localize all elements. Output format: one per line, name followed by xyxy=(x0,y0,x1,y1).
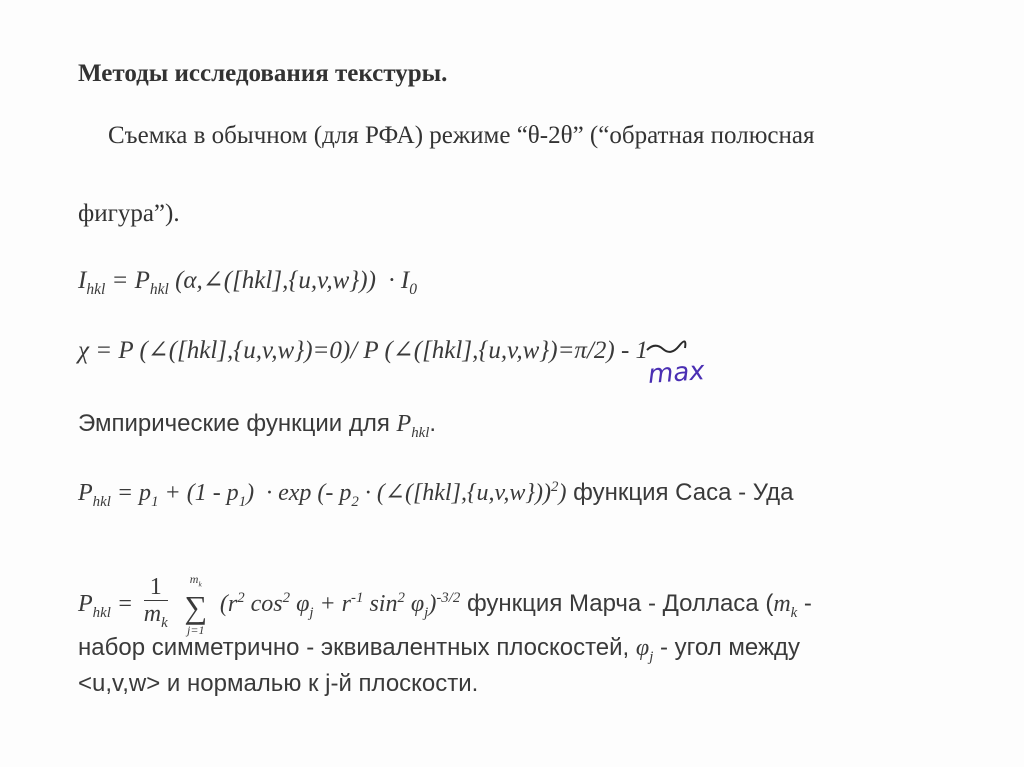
paragraph-line-1: Съемка в обычном (для РФА) режиме “θ-2θ” (“обратная полюсная xyxy=(108,122,815,149)
empirical-functions-label: Эмпирические функции для $P_{hkl}$. xyxy=(78,410,437,441)
description-line-2: <u,v,w> и нормалью к j-й плоскости. xyxy=(78,670,479,697)
formula-chi: χ = P (∠([hkl],{u,v,w})=0)/ P (∠([hkl],{u,v,w})=π/2) - 1 xyxy=(78,337,649,364)
summation-sign: $m_k$ ∑ j=1 xyxy=(184,572,208,638)
strikethrough-scribble xyxy=(645,340,687,354)
fraction: $\frac{1}{m_k}$ xyxy=(143,573,168,631)
formula-intensity: $I_{hkl} = P_{hkl}$ (α,∠([hkl],{u,v,w})) · $I_0$ xyxy=(78,267,417,298)
formula-sas-uda: $P_{hkl} = p_1 + (1 - p_1) \cdot \exp$ (- $p_2$ · (∠([hkl],{u,v,w}))$^2$) функция Саса - Уда xyxy=(78,479,794,510)
description-line-1: набор симметрично - эквивалентных плоскостей, $\varphi_j$ - угол между xyxy=(78,634,801,665)
handwritten-note: max xyxy=(647,356,706,390)
paragraph-line-2: фигура”). xyxy=(78,200,180,227)
formula-march-dollase: $P_{hkl}$ = $\frac{1}{m_k}$ $m_k$ ∑ j=1 ($r^2$ $\cos^2 \varphi_j + r^{-1}$ $\sin^2 \varphi_j)^{-3/2}$ функция Марча - Долласа ($m_k$ - xyxy=(78,572,812,638)
page-title: Методы исследования текстуры. xyxy=(78,60,448,87)
